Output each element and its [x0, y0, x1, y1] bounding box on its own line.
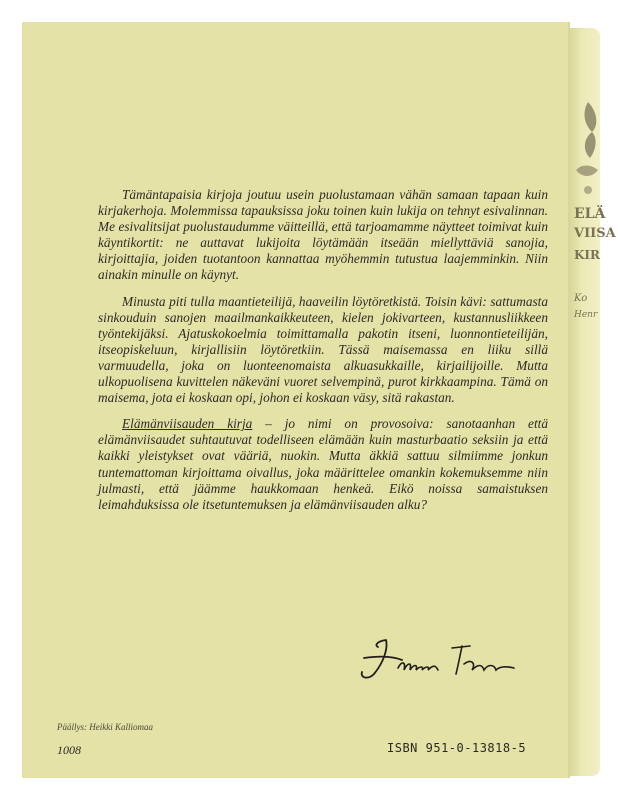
blurb-text	[98, 187, 548, 523]
spine-ornament-icon	[574, 98, 600, 208]
book-spine	[570, 28, 616, 776]
signature-icon	[348, 634, 528, 686]
blurb-paragraph: Minusta piti tulla maantieteilijä, haaveilin löytöretkistä. Toisin kävi: sattumasta sinkouduin sanojen maailmankaikkeuteen, kielen jokivarteen, kustannusliikkeen työntekijäksi. Ajatuskokoelmia toimittamalla pakotin itseni, luonnontieteilijän, itseopiskeluun, kirjallisiin löytöretkiin. Tässä maisemassa en liiku sillä varmuudella, joka on luonteenomaista alkuasukkaille, kirjailijoille. Mutta ulkopuolisena kuvittelen näkeväni vuoret selvempinä, purot kirkkaampina. Tämä on maisema, jota ei koskaan opi, johon ei koskaan väsy, sitä rakastan.	[98, 293, 548, 406]
spine-author-line: Henr	[574, 310, 598, 320]
spine-title-line: ELÄ	[574, 206, 606, 222]
cover-design-credit: Päällys: Heikki Kalliomaa	[57, 722, 153, 732]
isbn-number: ISBN 951-0-13818-5	[387, 741, 527, 755]
back-cover	[22, 22, 570, 778]
spine-title-line: VIISA	[574, 226, 616, 241]
spine-author-line: Ko	[574, 293, 588, 304]
blurb-paragraph	[98, 416, 548, 513]
spine-title-line: KIR	[574, 248, 601, 262]
book	[22, 22, 616, 778]
blurb-paragraph: Tämäntapaisia kirjoja joutuu usein puolustamaan vähän samaan tapaan kuin kirjakerhoja. Molemmissa tapauksissa joku toinen kuin lukija on tehnyt esivalinnan. Me esivalitsijat puolustaudumme väitteillä, että tarjoamamme näytteet toimivat kuin käyntikortit: ne auttavat lukijoita löytämään itseään miellyttäviä sanojia, kirjoittajia, joiden tuotantoon kannattaa myöhemmin tutustua laajemminkin. Niin ainakin minulle on käynyt.	[98, 187, 548, 283]
book-title-reference: Elämänviisauden kirja	[122, 416, 253, 432]
product-code: 1008	[57, 743, 81, 757]
blurb-paragraph-rest: – jo nimi on provosoiva: sanotaanhan että elämänviisaudet suhtautuvat todelliseen elämään kuin masturbaatio seksiin ja että kaikki yleistykset ovat vääriä, nuokin. Mutta äkkiä sattuu silmiimme jonkun tuntemattoman kirjoittama oivallus, joka määrittelee omankin kokemuksemme niin julmasti, että jäämme haukkomaan henkeä. Eikö noissa samaistuksen leimahduksissa ole itsetuntemuksen ja elämänviisauden alku?	[98, 416, 548, 512]
